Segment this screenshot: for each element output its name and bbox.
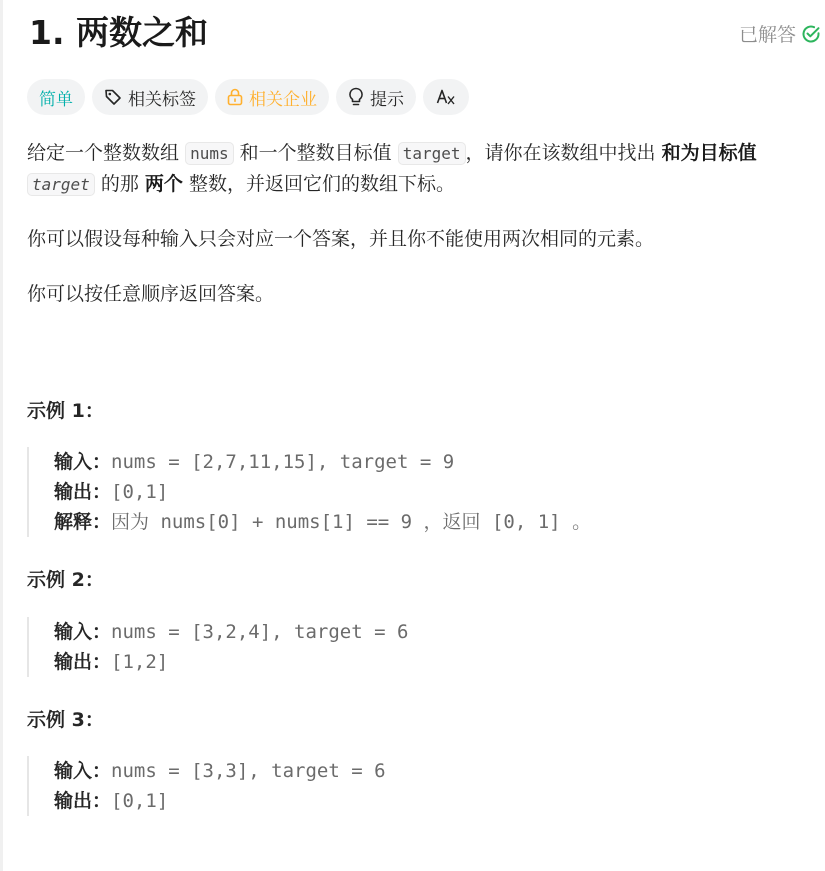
problem-statement [27,138,817,310]
statement-text: 整数，并返回它们的数组下标。 [188,173,455,195]
difficulty-badge[interactable] [27,79,85,115]
output-label: 输出： [54,790,112,812]
example-3-title: 示例 3： [27,709,104,731]
problem-title: 1. 两数之和 [29,13,208,52]
difficulty-label: 简单 [39,89,73,110]
bold-sum-target: 和为目标值 [661,142,757,164]
example-2-block [27,617,408,677]
inline-code-target-italic: target [27,173,95,196]
bold-two: 两个 [144,173,183,195]
example-2-title: 示例 2： [27,569,104,591]
hint-button[interactable] [336,79,416,115]
input-label: 输入： [54,760,112,782]
tag-icon [104,88,122,106]
solved-label: 已解答 [738,24,796,46]
inline-code-nums: nums [185,142,234,165]
explanation-label: 解释： [54,511,112,533]
problem-tags [27,79,469,115]
check-circle-icon [801,24,821,44]
example-output-line [54,786,386,816]
output-value: [1,2] [111,651,169,673]
example-explanation-line [54,507,591,537]
example-input-line [54,447,591,477]
example-input-line [54,617,408,647]
problem-description-panel [27,0,817,812]
example-1-title: 示例 1： [27,400,104,422]
left-panel-edge [0,0,3,871]
statement-text: 和一个整数目标值 [239,142,392,164]
example-3-block [27,756,386,816]
statement-paragraph-2: 你可以假设每种输入只会对应一个答案，并且你不能使用两次相同的元素。 [27,228,655,250]
translate-icon [436,88,456,106]
explanation-value: 因为 nums[0] + nums[1] == 9 ，返回 [0, 1] 。 [111,511,592,533]
output-value: [0,1] [111,790,169,812]
example-input-line [54,756,386,786]
problem-header [27,0,817,64]
companies-tag-label: 相关企业 [249,89,317,110]
statement-text: 的那 [100,173,139,195]
topics-tag-label: 相关标签 [128,89,196,110]
input-value: nums = [3,2,4], target = 6 [111,621,409,643]
topics-tag-button[interactable] [92,79,208,115]
statement-text: ，请你在该数组中找出 [465,142,656,164]
hint-label: 提示 [370,89,404,110]
input-value: nums = [2,7,11,15], target = 9 [111,451,455,473]
input-value: nums = [3,3], target = 6 [111,760,386,782]
example-output-line [54,477,591,507]
translate-button[interactable] [423,79,469,115]
lightbulb-icon [348,87,364,107]
example-output-line [54,647,408,677]
example-1-block [27,447,591,537]
inline-code-target: target [398,142,466,165]
companies-tag-button[interactable] [215,79,329,115]
input-label: 输入： [54,621,112,643]
statement-paragraph-1 [27,138,817,200]
solved-status [739,20,821,47]
output-value: [0,1] [111,481,169,503]
output-label: 输出： [54,481,112,503]
statement-paragraph-3: 你可以按任意顺序返回答案。 [27,283,275,305]
statement-text: 给定一个整数数组 [27,142,180,164]
lock-icon [227,88,243,106]
output-label: 输出： [54,651,112,673]
input-label: 输入： [54,451,112,473]
